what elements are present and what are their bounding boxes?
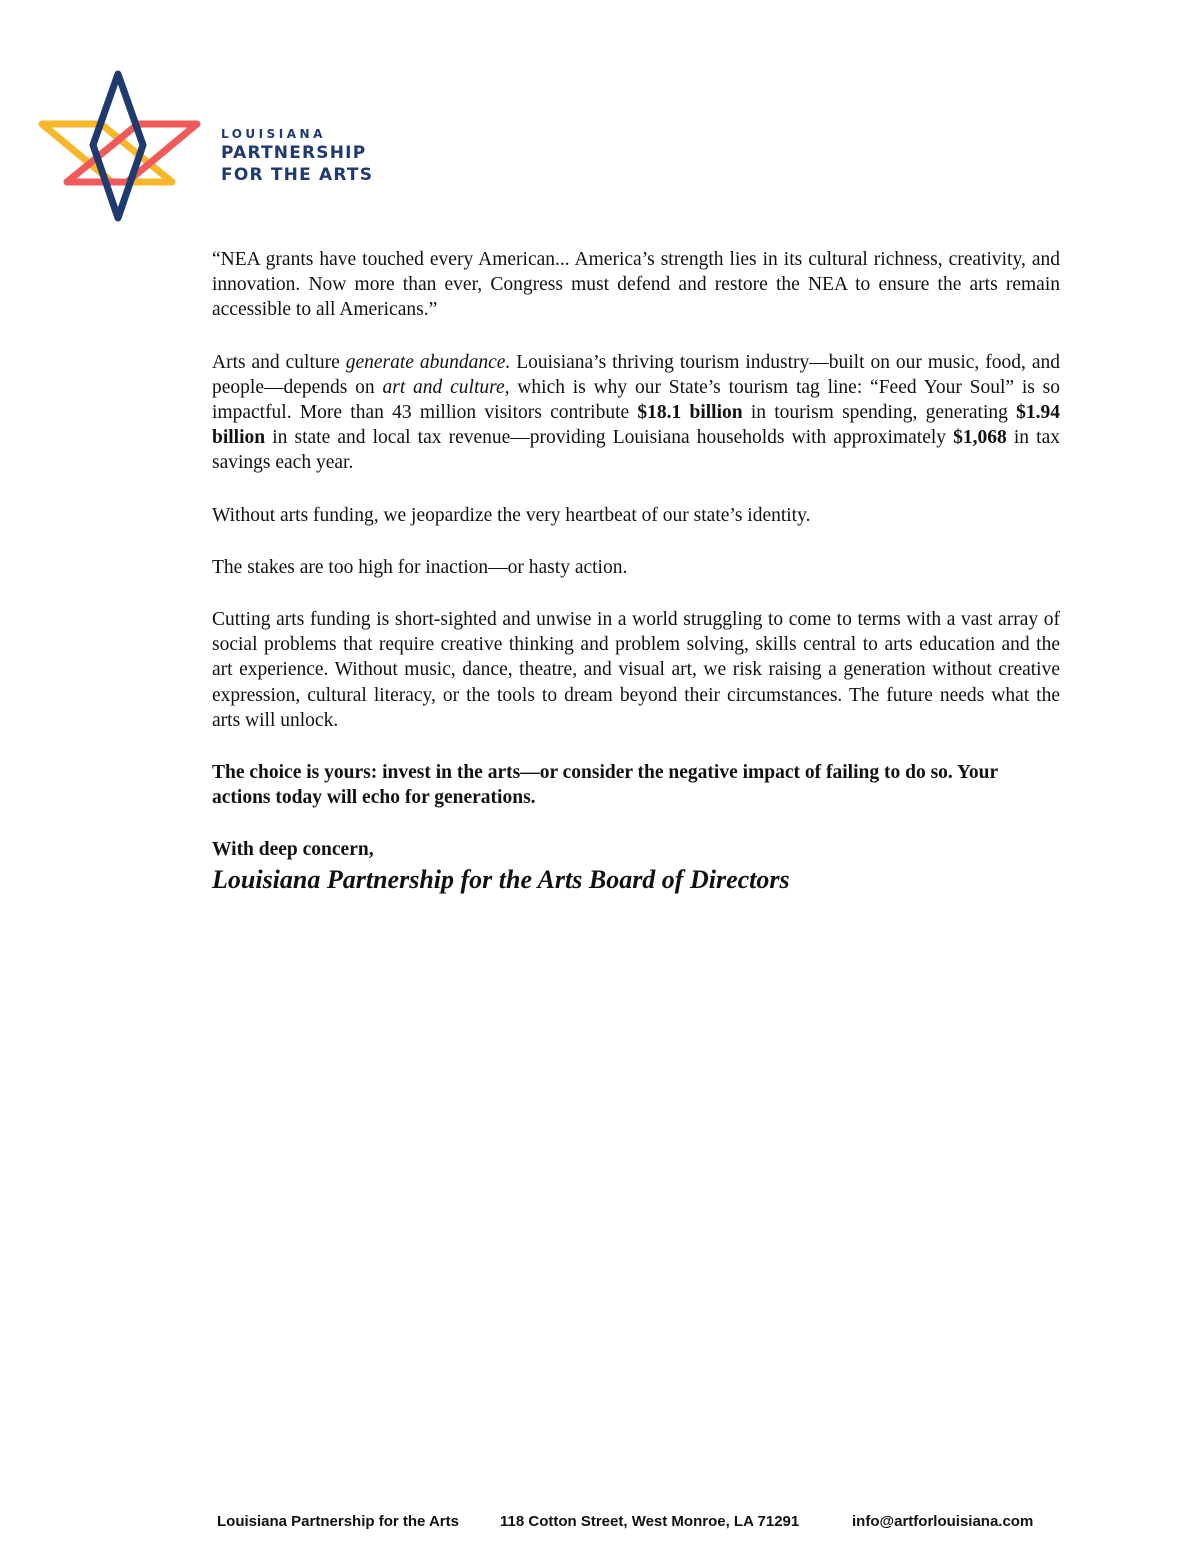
text: in tax savings each year. bbox=[212, 427, 1060, 474]
footer-email[interactable]: info@artforlouisiana.com bbox=[852, 1513, 1034, 1530]
text: Arts and culture bbox=[212, 351, 346, 373]
footer-address: 118 Cotton Street, West Monroe, LA 71291 bbox=[500, 1513, 800, 1530]
logo-wordmark bbox=[221, 126, 373, 186]
logo-line-2: PARTNERSHIP bbox=[221, 143, 367, 163]
text: in tourism spending, generating bbox=[742, 402, 1017, 424]
tourism-paragraph bbox=[212, 350, 1060, 476]
nea-quote-paragraph: “NEA grants have touched every American... America’s strength lies in its cultural richness, creativity, and innovation. Now more than ever, Congress must defend and restore the NEA to ensure the arts remain accessible to all Americans.” bbox=[212, 249, 1060, 321]
text: which is why our State’s tourism tag line: “Feed Your Soul” is so impactful. More than 43 million visitors contribute bbox=[212, 376, 1060, 424]
stat-tourism-spending: $18.1 billion bbox=[637, 402, 743, 424]
stakes-paragraph: The stakes are too high for inaction—or hasty action. bbox=[212, 556, 628, 578]
stat-household-savings: $1,068 bbox=[953, 427, 1007, 449]
footer-org: Louisiana Partnership for the Arts bbox=[217, 1513, 459, 1530]
call-to-action-paragraph: The choice is yours: invest in the arts—or consider the negative impact of failing to do so. Your actions today will echo for generations. bbox=[212, 762, 998, 809]
text: in state and local tax revenue—providing Louisiana households with approximately bbox=[265, 427, 954, 449]
letter-body bbox=[212, 247, 1060, 895]
cuts-paragraph: Cutting arts funding is short-sighted and unwise in a world struggling to come to terms with a vast array of social problems that require creative thinking and problem solving, skills central to arts education and the art experience. Without music, dance, theatre, and visual art, we risk raising a generation without creative expression, cultural literacy, or the tools to dream beyond their circumstances. The future needs what the arts will unlock. bbox=[212, 609, 1060, 731]
stat-tax-revenue: $1.94 billion bbox=[212, 402, 1060, 449]
identity-paragraph: Without arts funding, we jeopardize the very heartbeat of our state’s identity. bbox=[212, 504, 811, 526]
closing: With deep concern, bbox=[212, 839, 374, 861]
logo-line-3: FOR THE ARTS bbox=[221, 165, 374, 185]
emphasis: art and culture, bbox=[382, 376, 510, 398]
logo-line-1: LOUISIANA bbox=[221, 127, 326, 141]
organization-logo-icon bbox=[30, 62, 210, 232]
signature: Louisiana Partnership for the Arts Board of Directors bbox=[212, 864, 790, 894]
emphasis: generate abundance. bbox=[345, 351, 511, 373]
text: Louisiana’s thriving tourism industry—built on our music, food, and people—depends on bbox=[212, 351, 1060, 398]
